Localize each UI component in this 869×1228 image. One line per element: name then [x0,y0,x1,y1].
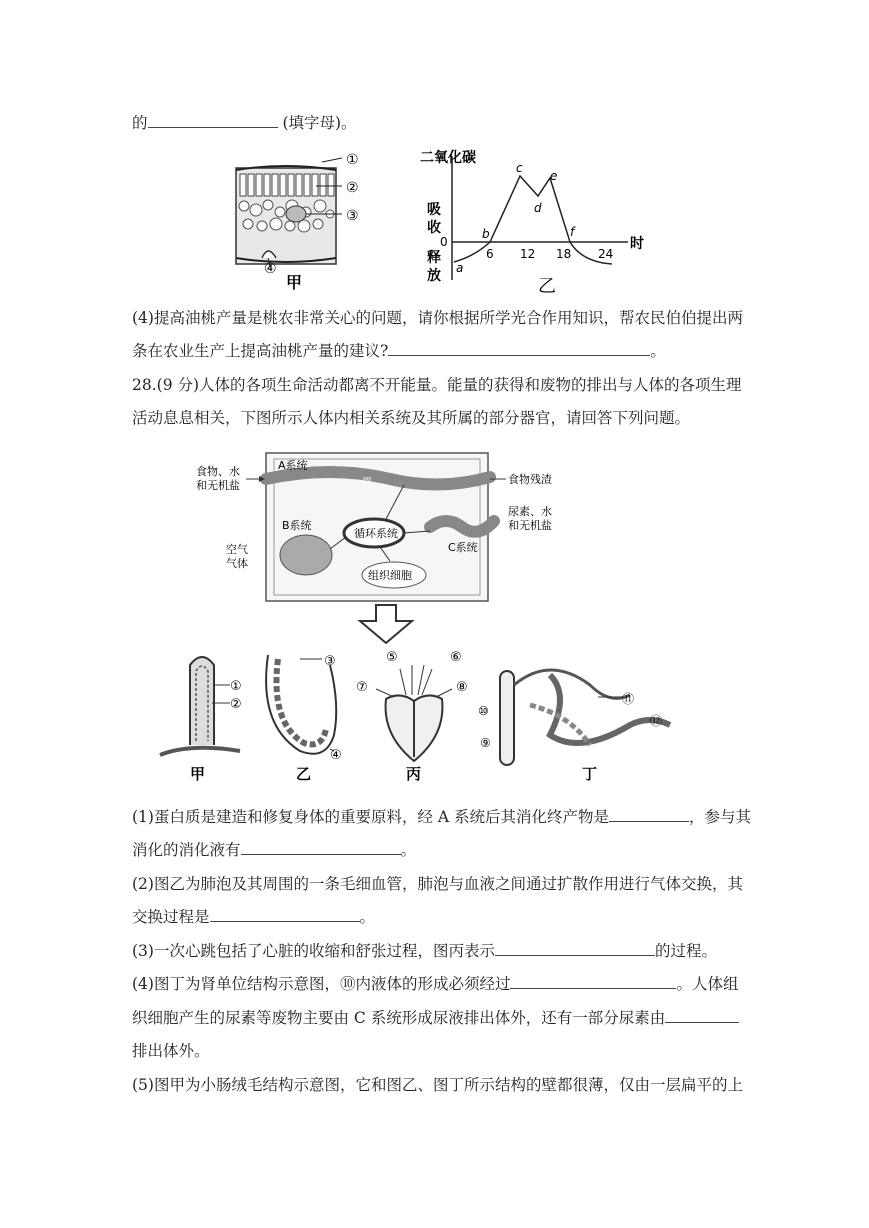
body-systems-diagram [190,445,590,645]
question-4-line-1: (4)提高油桃产量是桃农非常关心的问题，请你根据所学光合作用知识，帮农民伯伯提出两 [132,309,743,327]
answer-blank[interactable] [210,907,360,922]
a-system-label: A系统 [278,459,308,472]
sub-question-2-line-1: (2)图乙为肺泡及其周围的一条毛细血管，肺泡与血液之间通过扩散作用进行气体交换，其 [132,875,743,893]
residue-label: 食物残渣 [508,473,552,486]
nephron-label-12: ⑫ [650,714,663,728]
alveolus-label-4: ④ [330,748,342,763]
graph-point-a: a [456,261,464,275]
question-4-line-2: 条在农业生产上提高油桃产量的建议? 。 [132,342,666,360]
sub-question-4-line-3: 排出体外。 [132,1042,210,1060]
co2-graph [420,149,644,284]
graph-tick-18: 18 [556,247,572,261]
graph-ylabel-top: 二氧化碳 [420,150,476,166]
graph-point-e: e [550,169,558,183]
leaf-cross-section [236,158,342,266]
nephron-caption: 丁 [582,765,598,783]
answer-blank[interactable] [665,1008,739,1023]
graph-caption: 乙 [538,276,556,297]
sub-question-1-line-2: 消化的消化液有 。 [132,841,417,859]
answer-blank[interactable] [241,840,401,855]
graph-point-b: b [482,227,490,241]
sub-question-1-line-1: (1)蛋白质是建造和修复身体的重要原料，经 A 系统后其消化终产物是 ，参与其 [132,808,752,826]
graph-label-release-1: 释 [427,250,441,266]
graph-label-absorb-1: 吸 [427,202,441,218]
leaf-and-co2-figure [220,140,650,300]
sub-question-4-line-2: 织细胞产生的尿素等废物主要由 C 系统形成尿液排出体外，还有一部分尿素由 [132,1007,739,1029]
urine-label-2: 和无机盐 [508,519,552,532]
heart-label-8: ⑧ [456,680,468,695]
leaf-label-1: ① [346,152,359,168]
air-label-1: 空气 [226,543,248,556]
graph-label-absorb-2: 收 [427,220,441,236]
graph-x-unit: 时 [630,236,644,252]
villus-caption: 甲 [190,765,206,783]
sub-question-2-line-2: 交换过程是 。 [132,908,376,926]
alveolus-caption: 乙 [296,765,312,783]
sub-question-5-line-1: (5)图甲为小肠绒毛结构示意图，它和图乙、图丁所示结构的壁都很薄，仅由一层扁平的上 [132,1076,743,1094]
heart-caption: 丙 [406,765,422,783]
leaf-label-2: ② [346,180,359,196]
answer-blank[interactable] [609,807,689,822]
urine-label-1: 尿素、水 [508,505,552,518]
heart-label-6: ⑥ [450,650,462,665]
organ-figures [150,645,710,795]
nephron-label-9: ⑨ [480,736,491,750]
answer-blank[interactable] [388,341,650,356]
tissue-label: 组织细胞 [368,569,412,582]
question-28-line-2: 活动息息相关，下图所示人体内相关系统及其所属的部分器官，请回答下列问题。 [132,409,691,427]
b-system-label: B系统 [282,519,312,532]
air-label-2: 气体 [226,557,248,570]
food-in-label-1: 食物、水 [196,465,240,478]
heart-label-7: ⑦ [356,680,368,695]
graph-point-f: f [570,225,575,239]
nephron-label-11: ⑪ [622,692,635,706]
food-in-label-2: 和无机盐 [196,479,240,492]
answer-blank[interactable] [510,974,676,989]
nephron-figure [500,670,670,765]
graph-tick-12: 12 [520,247,536,261]
nephron-label-10: ⑩ [478,704,489,718]
sub-question-3-line-1: (3)一次心跳包括了心脏的收缩和舒张过程，图丙表示 的过程。 [132,942,717,960]
heart-label-5: ⑤ [386,650,398,665]
villus-label-1: ① [230,679,242,694]
answer-blank[interactable] [495,941,655,956]
down-arrow-icon [360,605,412,643]
c-system-label: C系统 [448,541,478,554]
answer-blank[interactable] [148,113,278,128]
answer-line-1: 的 (填字母)。 [132,114,357,132]
question-28-line-1: 28.(9 分)人体的各项生命活动都离不开能量。能量的获得和废物的排出与人体的各项生理 [132,376,742,394]
alveolus-figure [266,655,336,754]
graph-point-c: c [516,161,523,175]
leaf-label-3: ③ [346,208,359,224]
graph-point-d: d [534,201,542,215]
leaf-caption: 甲 [286,273,303,292]
sub-question-4-line-1: (4)图丁为肾单位结构示意图，⑩内液体的形成必须经过 。人体组 [132,975,739,993]
circulation-label: 循环系统 [354,527,398,540]
heart-figure [376,665,452,761]
graph-label-release-2: 放 [427,268,441,284]
leaf-label-4: ④ [264,261,277,277]
graph-tick-6: 6 [486,247,494,261]
graph-tick-24: 24 [598,247,614,261]
villus-figure [160,657,240,755]
stomach-label: 胃 [362,477,372,488]
alveolus-label-3: ③ [324,654,336,669]
graph-zero: 0 [440,235,448,249]
villus-label-2: ② [230,697,242,712]
